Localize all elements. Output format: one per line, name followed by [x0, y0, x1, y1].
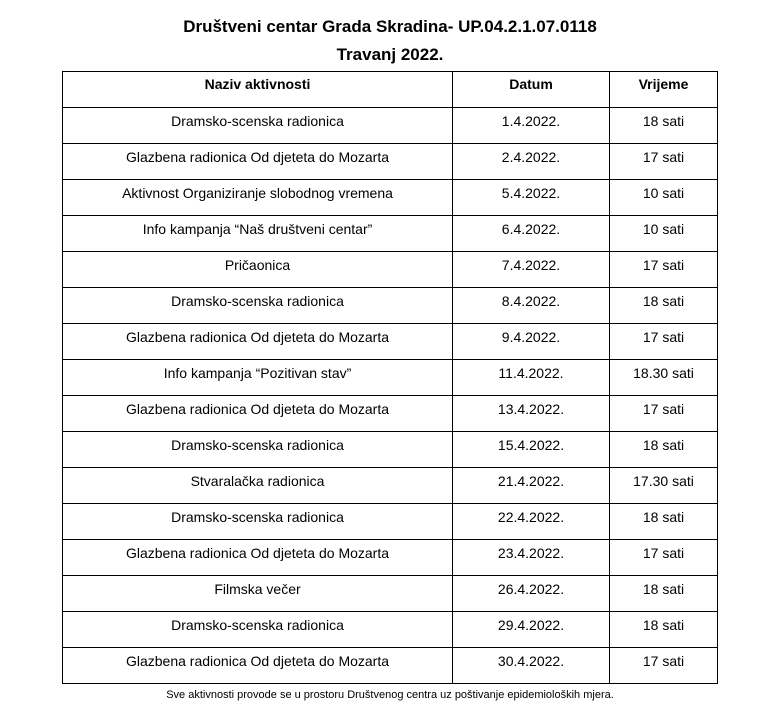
table-row: [63, 468, 718, 504]
table-row: [63, 432, 718, 468]
date-cell: 30.4.2022.: [453, 648, 610, 684]
table-row: [63, 540, 718, 576]
activity-name-cell: Glazbena radionica Od djeteta do Mozarta: [63, 648, 453, 684]
date-cell: 15.4.2022.: [453, 432, 610, 468]
activity-name-cell: Glazbena radionica Od djeteta do Mozarta: [63, 144, 453, 180]
table-row: [63, 216, 718, 252]
time-cell: 18 sati: [610, 612, 718, 648]
date-cell: 9.4.2022.: [453, 324, 610, 360]
table-row: [63, 288, 718, 324]
activity-name-cell: Aktivnost Organiziranje slobodnog vremena: [63, 180, 453, 216]
table-row: [63, 612, 718, 648]
table-row: [63, 360, 718, 396]
date-cell: 1.4.2022.: [453, 108, 610, 144]
activity-name-cell: Dramsko-scenska radionica: [63, 108, 453, 144]
column-header-activity-name: Naziv aktivnosti: [63, 72, 453, 108]
table-row: [63, 108, 718, 144]
table-row: [63, 396, 718, 432]
time-cell: 17.30 sati: [610, 468, 718, 504]
time-cell: 17 sati: [610, 144, 718, 180]
table-row: [63, 504, 718, 540]
document-subtitle-month: Travanj 2022.: [336, 45, 444, 64]
time-cell: 18 sati: [610, 504, 718, 540]
activity-name-cell: Info kampanja “Pozitivan stav”: [63, 360, 453, 396]
date-cell: 22.4.2022.: [453, 504, 610, 540]
table-row: [63, 252, 718, 288]
activity-name-cell: Pričaonica: [63, 252, 453, 288]
table-row: [63, 576, 718, 612]
time-cell: 17 sati: [610, 648, 718, 684]
time-cell: 17 sati: [610, 396, 718, 432]
date-cell: 5.4.2022.: [453, 180, 610, 216]
time-cell: 18 sati: [610, 576, 718, 612]
activity-name-cell: Filmska večer: [63, 576, 453, 612]
date-cell: 13.4.2022.: [453, 396, 610, 432]
activity-name-cell: Stvaralačka radionica: [63, 468, 453, 504]
activity-name-cell: Dramsko-scenska radionica: [63, 504, 453, 540]
table-row: [63, 324, 718, 360]
activity-name-cell: Dramsko-scenska radionica: [63, 288, 453, 324]
time-cell: 17 sati: [610, 324, 718, 360]
date-cell: 11.4.2022.: [453, 360, 610, 396]
table-row: [63, 144, 718, 180]
date-cell: 29.4.2022.: [453, 612, 610, 648]
time-cell: 18 sati: [610, 432, 718, 468]
table-row: [63, 180, 718, 216]
activity-schedule-table: [62, 71, 718, 684]
date-cell: 2.4.2022.: [453, 144, 610, 180]
column-header-date: Datum: [453, 72, 610, 108]
date-cell: 23.4.2022.: [453, 540, 610, 576]
activity-name-cell: Glazbena radionica Od djeteta do Mozarta: [63, 396, 453, 432]
column-header-time: Vrijeme: [610, 72, 718, 108]
date-cell: 6.4.2022.: [453, 216, 610, 252]
time-cell: 18.30 sati: [610, 360, 718, 396]
time-cell: 18 sati: [610, 288, 718, 324]
activity-name-cell: Glazbena radionica Od djeteta do Mozarta: [63, 540, 453, 576]
date-cell: 26.4.2022.: [453, 576, 610, 612]
time-cell: 10 sati: [610, 216, 718, 252]
table-row: [63, 648, 718, 684]
table-header-row: [63, 72, 718, 108]
time-cell: 17 sati: [610, 252, 718, 288]
footnote: Sve aktivnosti provode se u prostoru Društvenog centra uz poštivanje epidemioloških mjera.: [166, 689, 614, 701]
table-body: [63, 108, 718, 684]
time-cell: 17 sati: [610, 540, 718, 576]
date-cell: 21.4.2022.: [453, 468, 610, 504]
activity-name-cell: Glazbena radionica Od djeteta do Mozarta: [63, 324, 453, 360]
activity-name-cell: Info kampanja “Naš društveni centar”: [63, 216, 453, 252]
activity-name-cell: Dramsko-scenska radionica: [63, 432, 453, 468]
date-cell: 7.4.2022.: [453, 252, 610, 288]
time-cell: 10 sati: [610, 180, 718, 216]
date-cell: 8.4.2022.: [453, 288, 610, 324]
time-cell: 18 sati: [610, 108, 718, 144]
activity-name-cell: Dramsko-scenska radionica: [63, 612, 453, 648]
document-title: Društveni centar Grada Skradina- UP.04.2.1.07.0118: [183, 17, 597, 36]
